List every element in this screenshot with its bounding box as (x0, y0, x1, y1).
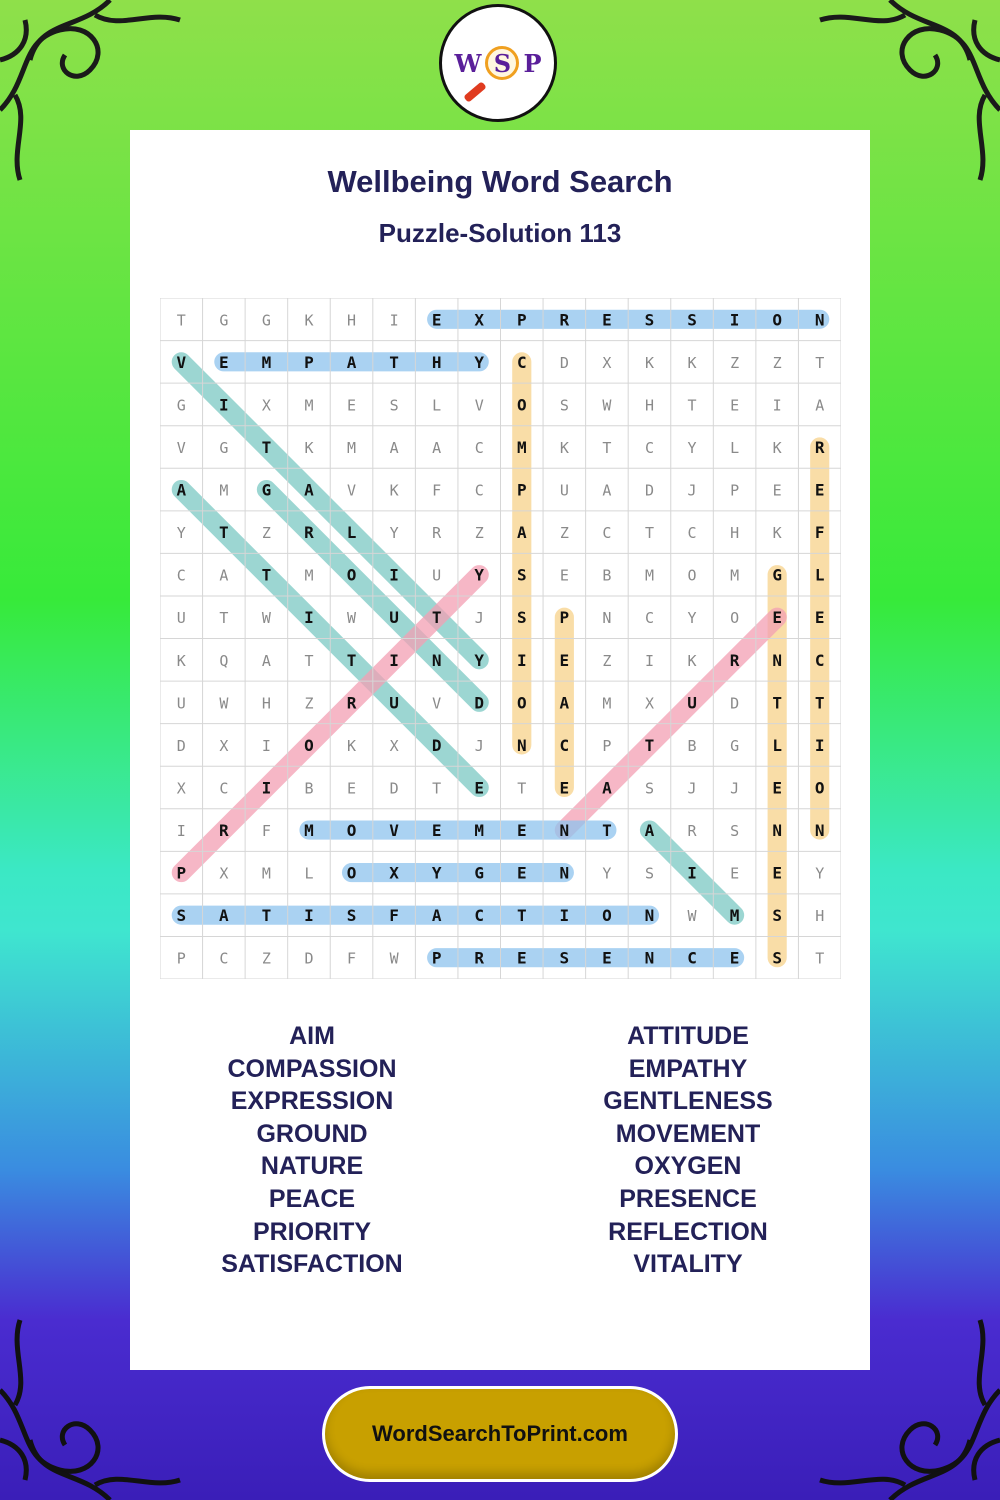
grid-letter: I (176, 822, 186, 841)
grid-letter: L (346, 523, 357, 543)
grid-letter: S (559, 948, 570, 968)
grid-letter: A (261, 651, 271, 670)
grid-letter: K (176, 651, 186, 670)
grid-letter: Y (815, 864, 825, 883)
word-list-left (142, 1020, 482, 1281)
grid-letter: N (644, 948, 655, 968)
grid-letter: A (176, 480, 187, 500)
grid-letter: X (474, 310, 485, 330)
grid-letter: E (772, 481, 782, 500)
page-subtitle: Puzzle-Solution 113 (378, 218, 622, 248)
logo-letter-w: W (454, 48, 482, 78)
grid-letter: M (474, 821, 485, 841)
grid-letter: L (730, 438, 740, 457)
grid-letter: X (219, 736, 229, 755)
grid-letter: G (772, 565, 782, 585)
grid-letter: C (644, 438, 654, 457)
grid-letter: K (772, 524, 782, 543)
grid-letter: M (261, 864, 271, 883)
grid-letter: U (432, 566, 442, 585)
word-list-item: PEACE (268, 1184, 356, 1213)
grid-letter: I (304, 906, 314, 926)
grid-letter: J (687, 481, 697, 500)
logo-letter-s-magnifier: S (485, 46, 519, 80)
grid-letter: D (730, 694, 740, 713)
grid-letter: T (517, 779, 527, 798)
word-list-item: GROUND (256, 1119, 368, 1148)
grid-letter: C (559, 735, 570, 755)
grid-letter: S (772, 948, 782, 968)
grid-letter: T (176, 311, 186, 330)
word-list-item: AIM (289, 1022, 335, 1050)
grid-letter: D (431, 735, 442, 755)
grid-letter: M (644, 566, 654, 585)
grid-letter: K (559, 438, 569, 457)
grid-letter: I (687, 863, 697, 883)
grid-letter: C (814, 650, 825, 670)
grid-letter: T (219, 609, 229, 628)
grid-letter: R (729, 650, 740, 670)
grid-letter: Z (730, 353, 740, 372)
grid-letter: W (261, 609, 271, 628)
grid-letter: T (261, 906, 272, 926)
grid-letter: E (347, 779, 357, 798)
grid-letter: J (687, 779, 697, 798)
grid-letter: O (730, 609, 740, 628)
grid-letter: N (644, 906, 655, 926)
word-search-grid (160, 298, 841, 979)
grid-letter: S (772, 906, 782, 926)
grid-letter: S (176, 906, 187, 926)
grid-letter: X (261, 396, 271, 415)
grid-letter: G (261, 480, 272, 500)
grid-letter: R (559, 310, 570, 330)
word-list-right (518, 1020, 858, 1281)
grid-letter: A (304, 480, 314, 500)
grid-letter: T (431, 608, 442, 628)
grid-letter: N (559, 821, 570, 841)
grid-letter: P (304, 352, 314, 372)
word-list-item: PRESENCE (619, 1184, 757, 1213)
grid-letter: P (559, 608, 570, 628)
grid-letter: D (176, 736, 186, 755)
grid-letter: S (559, 396, 569, 415)
grid-letter: W (389, 949, 399, 968)
grid-letter: C (644, 609, 654, 628)
grid-letter: W (219, 694, 229, 713)
grid-letter: N (602, 609, 612, 628)
grid-letter: E (516, 821, 527, 841)
grid-letter: R (814, 437, 825, 457)
grid-letter: M (219, 481, 229, 500)
grid-letter: B (304, 779, 314, 798)
grid-letter: C (516, 352, 527, 372)
grid-letter: N (772, 650, 782, 670)
grid-letter: S (389, 396, 399, 415)
grid-letter: H (644, 396, 654, 415)
grid-letter: T (304, 651, 314, 670)
grid-letter: P (516, 480, 527, 500)
grid-letter: Y (474, 565, 485, 585)
word-list-item: NATURE (260, 1152, 364, 1181)
grid-letter: A (815, 396, 825, 415)
grid-letter: O (346, 863, 357, 883)
grid-letter: T (814, 693, 825, 713)
grid-letter: K (687, 651, 697, 670)
grid-letter: E (602, 948, 612, 968)
grid-letter: T (815, 353, 825, 372)
grid-letter: E (772, 608, 782, 628)
grid-letter: O (687, 566, 697, 585)
grid-letter: A (431, 906, 442, 926)
grid-letter: T (687, 396, 697, 415)
grid-letter: E (559, 778, 570, 798)
grid-letter: S (687, 310, 697, 330)
grid-letter: S (730, 822, 740, 841)
grid-letter: R (432, 524, 442, 543)
grid-letter: O (304, 735, 314, 755)
word-list-item: REFLECTION (608, 1217, 768, 1246)
grid-letter: I (516, 650, 527, 670)
grid-letter: K (644, 353, 654, 372)
grid-letter: F (261, 822, 271, 841)
grid-letter: W (687, 907, 697, 926)
grid-letter: M (304, 396, 314, 415)
grid-letter: O (814, 778, 825, 798)
grid-letter: P (176, 949, 186, 968)
page-title: Wellbeing Word Search (327, 164, 673, 199)
grid-letter: T (644, 735, 655, 755)
grid-letter: I (729, 310, 740, 330)
grid-letter: R (687, 822, 697, 841)
grid-letter: M (347, 438, 357, 457)
grid-letter: L (432, 396, 442, 415)
grid-letter: X (389, 863, 399, 883)
grid-letter: Z (304, 694, 314, 713)
grid-letter: L (814, 565, 825, 585)
grid-letter: B (602, 566, 612, 585)
grid-letter: O (346, 565, 357, 585)
grid-letter: I (559, 906, 570, 926)
grid-letter: U (389, 693, 399, 713)
grid-letter: E (559, 650, 570, 670)
grid-letter: C (474, 438, 484, 457)
grid-letter: Y (687, 438, 697, 457)
grid-letter: T (261, 565, 272, 585)
grid-letter: E (431, 310, 442, 330)
grid-letter: A (432, 438, 442, 457)
grid-letter: K (304, 311, 314, 330)
grid-letter: E (347, 396, 357, 415)
word-list-item: SATISFACTION (221, 1250, 403, 1279)
grid-letter: C (474, 481, 484, 500)
grid-letter: A (602, 481, 612, 500)
grid-letter: S (346, 906, 357, 926)
grid-letter: D (304, 949, 314, 968)
grid-letter: Y (474, 650, 485, 670)
grid-letter: U (176, 694, 186, 713)
grid-letter: E (431, 821, 442, 841)
grid-letter: A (219, 906, 229, 926)
grid-letter: S (644, 864, 654, 883)
grid-letter: Z (602, 651, 612, 670)
grid-letter: L (772, 735, 782, 755)
word-list-item: ATTITUDE (627, 1022, 749, 1050)
grid-letter: X (176, 779, 186, 798)
grid-letter: A (389, 438, 399, 457)
grid-letter: W (602, 396, 612, 415)
grid-letter: P (730, 481, 740, 500)
grid-letter: G (176, 396, 186, 415)
grid-letter: I (389, 650, 399, 670)
grid-letter: E (559, 566, 569, 585)
grid-letter: I (261, 736, 271, 755)
grid-letter: T (602, 821, 612, 841)
grid-letter: V (474, 396, 484, 415)
grid-letter: Y (687, 609, 697, 628)
grid-letter: G (474, 863, 485, 883)
grid-letter: M (261, 352, 272, 372)
grid-letter: T (389, 352, 399, 372)
grid-letter: Z (474, 524, 484, 543)
grid-letter: E (516, 948, 527, 968)
grid-letter: C (602, 524, 612, 543)
grid-letter: E (516, 863, 527, 883)
word-list-item: MOVEMENT (615, 1119, 761, 1148)
grid-letter: W (347, 609, 357, 628)
grid-letter: M (729, 906, 740, 926)
puzzle-card (130, 130, 870, 1370)
grid-letter: I (304, 608, 314, 628)
logo-letter-p: P (523, 48, 542, 78)
grid-letter: C (219, 779, 229, 798)
grid-letter: K (772, 438, 782, 457)
grid-letter: C (474, 906, 485, 926)
grid-letter: U (176, 609, 186, 628)
word-list-item: VITALITY (633, 1250, 743, 1279)
grid-letter: N (559, 863, 570, 883)
grid-letter: F (347, 949, 357, 968)
grid-letter: P (176, 863, 187, 883)
grid-letter: Y (176, 524, 186, 543)
grid-letter: M (304, 566, 314, 585)
grid-letter: Y (389, 524, 399, 543)
grid-letter: O (516, 395, 527, 415)
grid-letter: A (219, 566, 229, 585)
grid-letter: Y (474, 352, 485, 372)
grid-letter: I (644, 651, 654, 670)
grid-letter: T (261, 437, 272, 457)
grid-letter: U (559, 481, 569, 500)
grid-letter: N (516, 735, 527, 755)
grid-letter: U (687, 693, 697, 713)
grid-letter: A (346, 352, 357, 372)
grid-letter: I (261, 778, 272, 798)
grid-letter: E (814, 480, 825, 500)
grid-letter: V (176, 352, 187, 372)
grid-letter: O (602, 906, 612, 926)
grid-letter: D (559, 353, 569, 372)
grid-letter: Q (219, 651, 229, 670)
grid-letter: S (644, 779, 654, 798)
grid-letter: H (815, 907, 825, 926)
grid-letter: G (219, 438, 229, 457)
grid-letter: Y (431, 863, 442, 883)
grid-letter: T (644, 524, 654, 543)
grid-letter: A (559, 693, 570, 713)
grid-letter: U (389, 608, 399, 628)
grid-letter: I (772, 396, 782, 415)
grid-letter: C (176, 566, 186, 585)
grid-letter: G (261, 311, 271, 330)
grid-letter: N (814, 310, 825, 330)
grid-letter: A (644, 821, 655, 841)
grid-letter: H (730, 524, 740, 543)
grid-letter: M (602, 694, 612, 713)
grid-letter: R (474, 948, 485, 968)
grid-letter: A (602, 778, 612, 798)
grid-letter: C (687, 524, 697, 543)
grid-letter: E (772, 778, 782, 798)
grid-letter: J (474, 609, 484, 628)
grid-letter: R (219, 821, 229, 841)
grid-letter: E (730, 864, 740, 883)
grid-letter: G (730, 736, 740, 755)
grid-letter: T (772, 693, 782, 713)
grid-letter: C (219, 949, 229, 968)
grid-letter: M (516, 437, 527, 457)
grid-letter: E (219, 352, 229, 372)
grid-letter: F (432, 481, 442, 500)
grid-letter: P (431, 948, 442, 968)
grid-letter: O (772, 310, 782, 330)
grid-letter: F (814, 523, 825, 543)
word-list-item: OXYGEN (634, 1152, 742, 1181)
grid-letter: D (644, 481, 654, 500)
grid-letter: V (347, 481, 357, 500)
grid-letter: X (644, 694, 654, 713)
grid-letter: D (389, 779, 399, 798)
wsp-logo (439, 4, 557, 122)
grid-letter: E (602, 310, 612, 330)
word-list-item: PRIORITY (252, 1217, 372, 1246)
grid-letter: D (474, 693, 485, 713)
grid-letter: T (432, 779, 442, 798)
grid-letter: Z (559, 524, 569, 543)
grid-letter: I (389, 311, 399, 330)
grid-letter: E (814, 608, 825, 628)
grid-letter: L (304, 864, 314, 883)
grid-letter: J (474, 736, 484, 755)
grid-letter: R (304, 523, 314, 543)
grid-letter: Z (772, 353, 782, 372)
grid-letter: T (346, 650, 357, 670)
grid-letter: Z (261, 524, 271, 543)
grid-letter: B (687, 736, 697, 755)
grid-letter: F (389, 906, 399, 926)
grid-letter: N (431, 650, 442, 670)
word-list-item: EMPATHY (628, 1054, 748, 1083)
grid-letter: O (516, 693, 527, 713)
site-footer-button[interactable] (322, 1386, 678, 1482)
grid-letter: I (219, 395, 229, 415)
grid-letter: C (687, 948, 697, 968)
grid-letter: E (474, 778, 485, 798)
grid-letter: M (304, 821, 314, 841)
grid-letter: V (176, 438, 186, 457)
grid-letter: T (602, 438, 612, 457)
grid-letter: K (347, 736, 357, 755)
grid-letter: V (432, 694, 442, 713)
grid-letter: S (516, 565, 527, 585)
grid-letter: N (772, 821, 782, 841)
grid-letter: H (347, 311, 357, 330)
word-list-item: EXPRESSION (230, 1087, 394, 1116)
grid-letter: T (219, 523, 229, 543)
grid-letter: V (389, 821, 399, 841)
grid-letter: E (772, 863, 782, 883)
grid-letter: S (516, 608, 527, 628)
grid-letter: E (729, 948, 740, 968)
grid-letter: I (389, 565, 399, 585)
grid-letter: T (815, 949, 825, 968)
site-link[interactable]: WordSearchToPrint.com (372, 1421, 628, 1446)
grid-letter: G (219, 311, 229, 330)
grid-letter: N (814, 821, 825, 841)
grid-letter: A (516, 523, 527, 543)
grid-letter: X (219, 864, 229, 883)
grid-letter: M (730, 566, 740, 585)
grid-letter: K (687, 353, 697, 372)
grid-letter: Y (602, 864, 612, 883)
grid-letter: P (516, 310, 527, 330)
grid-letter: P (602, 736, 612, 755)
grid-letter: Z (261, 949, 271, 968)
grid-letter: J (730, 779, 740, 798)
word-list-item: COMPASSION (227, 1054, 397, 1083)
grid-letter: X (389, 736, 399, 755)
grid-letter: H (431, 352, 442, 372)
grid-canvas (160, 298, 841, 979)
grid-letter: S (644, 310, 655, 330)
grid-letter: K (389, 481, 399, 500)
grid-letter: O (346, 821, 357, 841)
grid-letter: E (730, 396, 740, 415)
grid-letter: X (602, 353, 612, 372)
word-list-item: GENTLENESS (603, 1087, 773, 1116)
grid-letter: K (304, 438, 314, 457)
grid-letter: H (261, 694, 271, 713)
grid-letter: R (346, 693, 357, 713)
grid-letter: T (516, 906, 527, 926)
grid-letter: I (814, 735, 825, 755)
